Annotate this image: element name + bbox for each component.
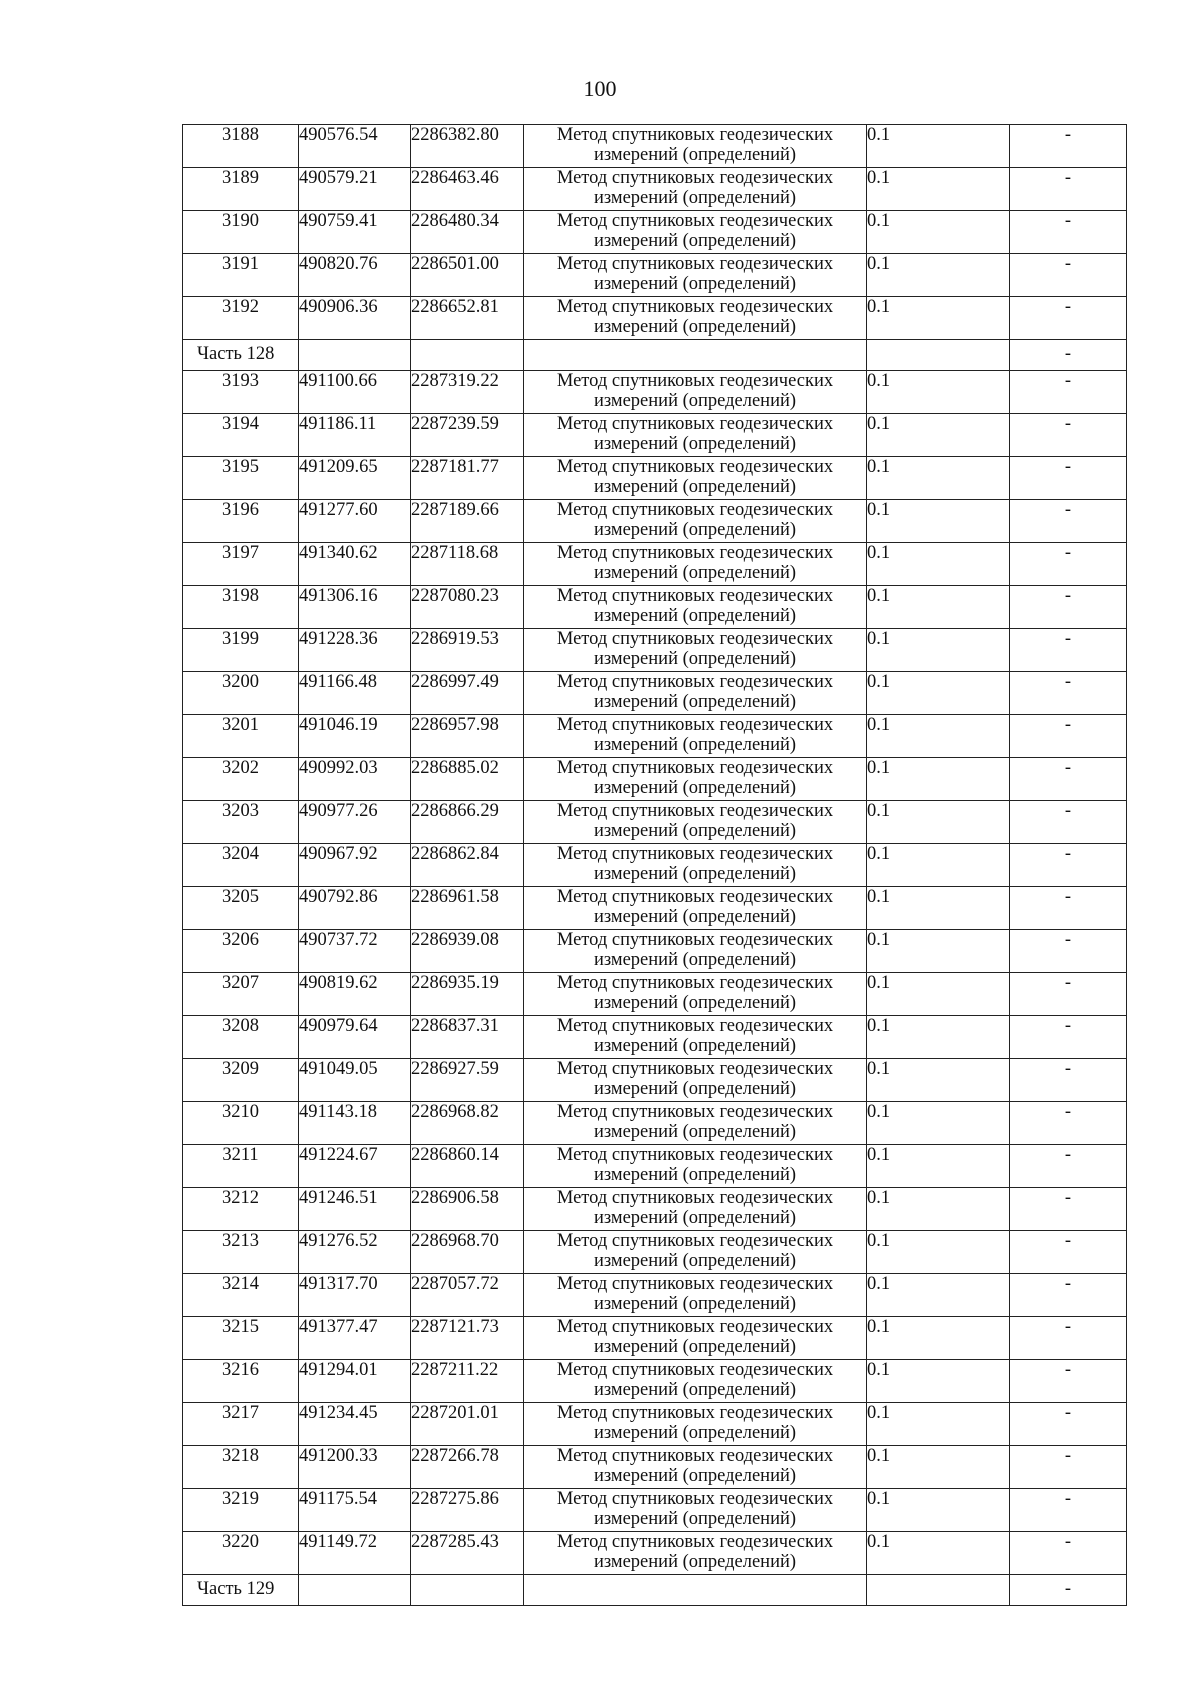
accuracy-cell: 0.1 [867,211,1010,254]
y-coordinate-cell: 2287285.43 [411,1532,524,1575]
point-number-cell: 3204 [183,844,299,887]
note-cell: - [1010,340,1127,371]
accuracy-cell: 0.1 [867,414,1010,457]
note-cell: - [1010,1188,1127,1231]
method-cell: Метод спутниковых геодезических измерений (определений) [524,500,867,543]
accuracy-cell: 0.1 [867,586,1010,629]
accuracy-cell: 0.1 [867,672,1010,715]
y-coordinate-cell: 2286860.14 [411,1145,524,1188]
note-cell: - [1010,930,1127,973]
x-coordinate-cell: 490576.54 [299,125,411,168]
point-number-cell: 3216 [183,1360,299,1403]
y-coordinate-cell: 2286382.80 [411,125,524,168]
y-coordinate-cell: 2287057.72 [411,1274,524,1317]
y-coordinate-cell: 2286997.49 [411,672,524,715]
x-coordinate-cell: 490820.76 [299,254,411,297]
y-coordinate-cell: 2286939.08 [411,930,524,973]
note-cell: - [1010,457,1127,500]
point-row [183,1489,1127,1532]
x-coordinate-cell: 491166.48 [299,672,411,715]
point-row [183,629,1127,672]
y-coordinate-cell: 2287181.77 [411,457,524,500]
y-coordinate-cell: 2286463.46 [411,168,524,211]
y-coordinate-cell: 2286866.29 [411,801,524,844]
accuracy-cell: 0.1 [867,1188,1010,1231]
method-cell: Метод спутниковых геодезических измерений (определений) [524,1145,867,1188]
point-number-cell: 3199 [183,629,299,672]
x-coordinate-cell: 491143.18 [299,1102,411,1145]
point-number-cell: 3214 [183,1274,299,1317]
x-coordinate-cell: 491246.51 [299,1188,411,1231]
x-coordinate-cell: 491100.66 [299,371,411,414]
accuracy-cell: 0.1 [867,1403,1010,1446]
point-row [183,1532,1127,1575]
y-coordinate-cell: 2287121.73 [411,1317,524,1360]
empty-cell [524,340,867,371]
point-number-cell: 3197 [183,543,299,586]
accuracy-cell: 0.1 [867,1016,1010,1059]
accuracy-cell: 0.1 [867,543,1010,586]
accuracy-cell: 0.1 [867,1489,1010,1532]
x-coordinate-cell: 490967.92 [299,844,411,887]
note-cell: - [1010,371,1127,414]
y-coordinate-cell: 2287189.66 [411,500,524,543]
point-number-cell: 3200 [183,672,299,715]
note-cell: - [1010,211,1127,254]
y-coordinate-cell: 2286480.34 [411,211,524,254]
y-coordinate-cell: 2286837.31 [411,1016,524,1059]
point-number-cell: 3219 [183,1489,299,1532]
point-number-cell: 3195 [183,457,299,500]
point-number-cell: 3220 [183,1532,299,1575]
x-coordinate-cell: 491276.52 [299,1231,411,1274]
note-cell: - [1010,125,1127,168]
x-coordinate-cell: 491046.19 [299,715,411,758]
accuracy-cell: 0.1 [867,500,1010,543]
note-cell: - [1010,1145,1127,1188]
note-cell: - [1010,500,1127,543]
point-row [183,586,1127,629]
point-row [183,1016,1127,1059]
accuracy-cell: 0.1 [867,1360,1010,1403]
empty-cell [299,1575,411,1606]
x-coordinate-cell: 491228.36 [299,629,411,672]
empty-cell [524,1575,867,1606]
accuracy-cell: 0.1 [867,1231,1010,1274]
part-label-cell: Часть 128 [183,340,299,371]
note-cell: - [1010,1446,1127,1489]
x-coordinate-cell: 491306.16 [299,586,411,629]
method-cell: Метод спутниковых геодезических измерений (определений) [524,254,867,297]
accuracy-cell: 0.1 [867,297,1010,340]
point-row [183,1274,1127,1317]
method-cell: Метод спутниковых геодезических измерений (определений) [524,1016,867,1059]
y-coordinate-cell: 2286961.58 [411,887,524,930]
note-cell: - [1010,758,1127,801]
accuracy-cell: 0.1 [867,930,1010,973]
method-cell: Метод спутниковых геодезических измерений (определений) [524,543,867,586]
x-coordinate-cell: 491175.54 [299,1489,411,1532]
x-coordinate-cell: 491317.70 [299,1274,411,1317]
y-coordinate-cell: 2287080.23 [411,586,524,629]
x-coordinate-cell: 491234.45 [299,1403,411,1446]
point-number-cell: 3205 [183,887,299,930]
note-cell: - [1010,168,1127,211]
point-number-cell: 3189 [183,168,299,211]
accuracy-cell: 0.1 [867,1102,1010,1145]
x-coordinate-cell: 490979.64 [299,1016,411,1059]
note-cell: - [1010,844,1127,887]
point-row [183,1403,1127,1446]
note-cell: - [1010,543,1127,586]
x-coordinate-cell: 490759.41 [299,211,411,254]
note-cell: - [1010,1102,1127,1145]
point-row [183,887,1127,930]
method-cell: Метод спутниковых геодезических измерений (определений) [524,1360,867,1403]
accuracy-cell: 0.1 [867,1446,1010,1489]
accuracy-cell: 0.1 [867,629,1010,672]
point-number-cell: 3213 [183,1231,299,1274]
point-row [183,844,1127,887]
x-coordinate-cell: 491224.67 [299,1145,411,1188]
y-coordinate-cell: 2287275.86 [411,1489,524,1532]
point-number-cell: 3191 [183,254,299,297]
point-row [183,543,1127,586]
x-coordinate-cell: 490992.03 [299,758,411,801]
y-coordinate-cell: 2286927.59 [411,1059,524,1102]
note-cell: - [1010,1489,1127,1532]
point-row [183,758,1127,801]
page-number: 100 [583,76,617,101]
y-coordinate-cell: 2287239.59 [411,414,524,457]
accuracy-cell: 0.1 [867,125,1010,168]
point-row [183,930,1127,973]
y-coordinate-cell: 2286885.02 [411,758,524,801]
x-coordinate-cell: 491149.72 [299,1532,411,1575]
accuracy-cell: 0.1 [867,371,1010,414]
point-number-cell: 3203 [183,801,299,844]
note-cell: - [1010,1403,1127,1446]
method-cell: Метод спутниковых геодезических измерений (определений) [524,801,867,844]
point-number-cell: 3210 [183,1102,299,1145]
accuracy-cell: 0.1 [867,844,1010,887]
accuracy-cell: 0.1 [867,1532,1010,1575]
x-coordinate-cell: 491200.33 [299,1446,411,1489]
point-row [183,125,1127,168]
y-coordinate-cell: 2286968.82 [411,1102,524,1145]
point-row [183,1188,1127,1231]
note-cell: - [1010,973,1127,1016]
note-cell: - [1010,1059,1127,1102]
y-coordinate-cell: 2286935.19 [411,973,524,1016]
x-coordinate-cell: 491049.05 [299,1059,411,1102]
y-coordinate-cell: 2286906.58 [411,1188,524,1231]
method-cell: Метод спутниковых геодезических измерений (определений) [524,715,867,758]
y-coordinate-cell: 2286652.81 [411,297,524,340]
method-cell: Метод спутниковых геодезических измерений (определений) [524,672,867,715]
accuracy-cell: 0.1 [867,168,1010,211]
method-cell: Метод спутниковых геодезических измерений (определений) [524,457,867,500]
point-number-cell: 3190 [183,211,299,254]
y-coordinate-cell: 2286957.98 [411,715,524,758]
y-coordinate-cell: 2287266.78 [411,1446,524,1489]
empty-cell [867,1575,1010,1606]
point-number-cell: 3192 [183,297,299,340]
point-row [183,1317,1127,1360]
method-cell: Метод спутниковых геодезических измерений (определений) [524,1446,867,1489]
point-row [183,297,1127,340]
empty-cell [411,1575,524,1606]
x-coordinate-cell: 490906.36 [299,297,411,340]
point-number-cell: 3202 [183,758,299,801]
point-row [183,801,1127,844]
accuracy-cell: 0.1 [867,1145,1010,1188]
note-cell: - [1010,1274,1127,1317]
y-coordinate-cell: 2286968.70 [411,1231,524,1274]
note-cell: - [1010,629,1127,672]
y-coordinate-cell: 2287201.01 [411,1403,524,1446]
point-number-cell: 3211 [183,1145,299,1188]
method-cell: Метод спутниковых геодезических измерений (определений) [524,1317,867,1360]
note-cell: - [1010,801,1127,844]
point-row [183,500,1127,543]
point-row [183,672,1127,715]
point-number-cell: 3188 [183,125,299,168]
point-row [183,371,1127,414]
note-cell: - [1010,297,1127,340]
method-cell: Метод спутниковых геодезических измерений (определений) [524,629,867,672]
x-coordinate-cell: 490819.62 [299,973,411,1016]
point-row [183,1360,1127,1403]
point-row [183,1446,1127,1489]
method-cell: Метод спутниковых геодезических измерений (определений) [524,1059,867,1102]
empty-cell [299,340,411,371]
method-cell: Метод спутниковых геодезических измерений (определений) [524,1274,867,1317]
accuracy-cell: 0.1 [867,1317,1010,1360]
part-label-cell: Часть 129 [183,1575,299,1606]
point-row [183,1145,1127,1188]
point-row [183,254,1127,297]
accuracy-cell: 0.1 [867,758,1010,801]
point-row [183,973,1127,1016]
note-cell: - [1010,1231,1127,1274]
point-number-cell: 3217 [183,1403,299,1446]
x-coordinate-cell: 490579.21 [299,168,411,211]
point-number-cell: 3218 [183,1446,299,1489]
note-cell: - [1010,254,1127,297]
point-number-cell: 3194 [183,414,299,457]
method-cell: Метод спутниковых геодезических измерений (определений) [524,1102,867,1145]
note-cell: - [1010,715,1127,758]
note-cell: - [1010,672,1127,715]
method-cell: Метод спутниковых геодезических измерений (определений) [524,1489,867,1532]
method-cell: Метод спутниковых геодезических измерений (определений) [524,1403,867,1446]
point-row [183,1059,1127,1102]
x-coordinate-cell: 491340.62 [299,543,411,586]
method-cell: Метод спутниковых геодезических измерений (определений) [524,211,867,254]
point-row [183,457,1127,500]
note-cell: - [1010,887,1127,930]
method-cell: Метод спутниковых геодезических измерений (определений) [524,887,867,930]
coordinates-table-body [183,125,1127,1606]
point-row [183,1102,1127,1145]
y-coordinate-cell: 2287319.22 [411,371,524,414]
note-cell: - [1010,1016,1127,1059]
point-number-cell: 3207 [183,973,299,1016]
y-coordinate-cell: 2287118.68 [411,543,524,586]
method-cell: Метод спутниковых геодезических измерений (определений) [524,586,867,629]
accuracy-cell: 0.1 [867,1059,1010,1102]
point-number-cell: 3206 [183,930,299,973]
method-cell: Метод спутниковых геодезических измерений (определений) [524,125,867,168]
accuracy-cell: 0.1 [867,715,1010,758]
point-row [183,715,1127,758]
method-cell: Метод спутниковых геодезических измерений (определений) [524,930,867,973]
y-coordinate-cell: 2287211.22 [411,1360,524,1403]
point-number-cell: 3209 [183,1059,299,1102]
point-row [183,211,1127,254]
note-cell: - [1010,1360,1127,1403]
method-cell: Метод спутниковых геодезических измерений (определений) [524,1188,867,1231]
accuracy-cell: 0.1 [867,1274,1010,1317]
y-coordinate-cell: 2286501.00 [411,254,524,297]
note-cell: - [1010,1317,1127,1360]
note-cell: - [1010,414,1127,457]
y-coordinate-cell: 2286919.53 [411,629,524,672]
accuracy-cell: 0.1 [867,801,1010,844]
x-coordinate-cell: 490977.26 [299,801,411,844]
empty-cell [867,340,1010,371]
note-cell: - [1010,586,1127,629]
method-cell: Метод спутниковых геодезических измерений (определений) [524,168,867,211]
x-coordinate-cell: 491377.47 [299,1317,411,1360]
method-cell: Метод спутниковых геодезических измерений (определений) [524,973,867,1016]
point-number-cell: 3198 [183,586,299,629]
method-cell: Метод спутниковых геодезических измерений (определений) [524,297,867,340]
method-cell: Метод спутниковых геодезических измерений (определений) [524,1532,867,1575]
accuracy-cell: 0.1 [867,973,1010,1016]
part-header-row [183,1575,1127,1606]
method-cell: Метод спутниковых геодезических измерений (определений) [524,371,867,414]
note-cell: - [1010,1532,1127,1575]
point-number-cell: 3201 [183,715,299,758]
point-row [183,1231,1127,1274]
point-row [183,168,1127,211]
x-coordinate-cell: 490737.72 [299,930,411,973]
method-cell: Метод спутниковых геодезических измерений (определений) [524,1231,867,1274]
x-coordinate-cell: 490792.86 [299,887,411,930]
x-coordinate-cell: 491294.01 [299,1360,411,1403]
point-number-cell: 3212 [183,1188,299,1231]
method-cell: Метод спутниковых геодезических измерений (определений) [524,844,867,887]
point-number-cell: 3193 [183,371,299,414]
x-coordinate-cell: 491186.11 [299,414,411,457]
note-cell: - [1010,1575,1127,1606]
method-cell: Метод спутниковых геодезических измерений (определений) [524,758,867,801]
x-coordinate-cell: 491277.60 [299,500,411,543]
accuracy-cell: 0.1 [867,457,1010,500]
accuracy-cell: 0.1 [867,254,1010,297]
x-coordinate-cell: 491209.65 [299,457,411,500]
point-number-cell: 3208 [183,1016,299,1059]
y-coordinate-cell: 2286862.84 [411,844,524,887]
accuracy-cell: 0.1 [867,887,1010,930]
point-row [183,414,1127,457]
point-number-cell: 3196 [183,500,299,543]
coordinates-table [182,124,1127,1606]
method-cell: Метод спутниковых геодезических измерений (определений) [524,414,867,457]
empty-cell [411,340,524,371]
point-number-cell: 3215 [183,1317,299,1360]
part-header-row [183,340,1127,371]
